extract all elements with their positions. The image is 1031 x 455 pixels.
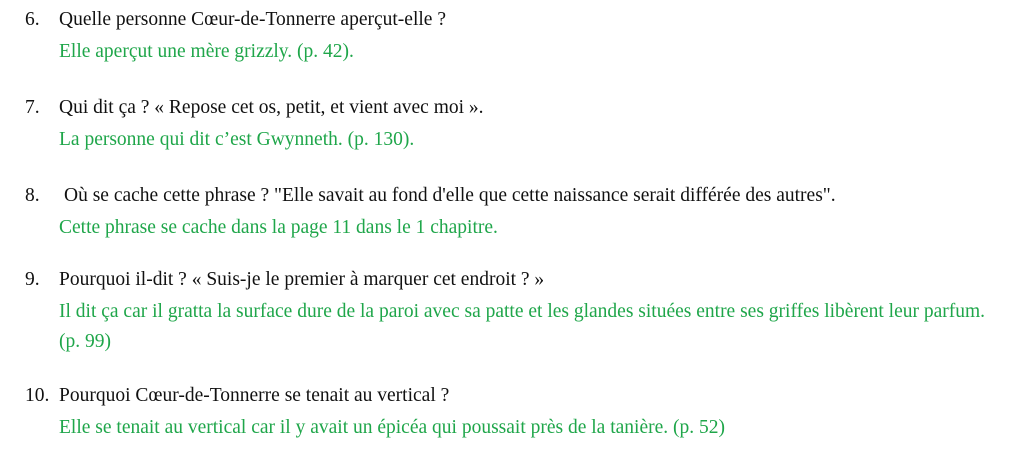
answer-6: Elle aperçut une mère grizzly. (p. 42). (59, 41, 354, 62)
question-number: 9. (25, 269, 40, 290)
question-number: 8. (25, 185, 40, 206)
question-number: 6. (25, 9, 40, 30)
question-number: 7. (25, 97, 40, 118)
answer-8: Cette phrase se cache dans la page 11 dans le 1 chapitre. (59, 217, 498, 238)
question-text: Pourquoi Cœur-de-Tonnerre se tenait au vertical ? (59, 385, 450, 406)
question-text: Pourquoi il-dit ? « Suis-je le premier à marquer cet endroit ? » (59, 269, 545, 290)
question-text: Quelle personne Cœur-de-Tonnerre aperçut-elle ? (59, 9, 446, 30)
question-text: Qui dit ça ? « Repose cet os, petit, et vient avec moi ». (59, 97, 484, 118)
question-text: Où se cache cette phrase ? "Elle savait au fond d'elle que cette naissance serait différée des autres". (64, 185, 836, 206)
answer-9: Il dit ça car il gratta la surface dure de la paroi avec sa patte et les glandes situées entre ses griffes libèrent leur parfum. (p. 99) (59, 301, 986, 352)
answer-10: Elle se tenait au vertical car il y avait un épicéa qui poussait près de la tanière. (p. 52) (59, 417, 725, 438)
answer-7: La personne qui dit c’est Gwynneth. (p. 130). (59, 129, 415, 150)
question-number: 10. (25, 385, 50, 406)
